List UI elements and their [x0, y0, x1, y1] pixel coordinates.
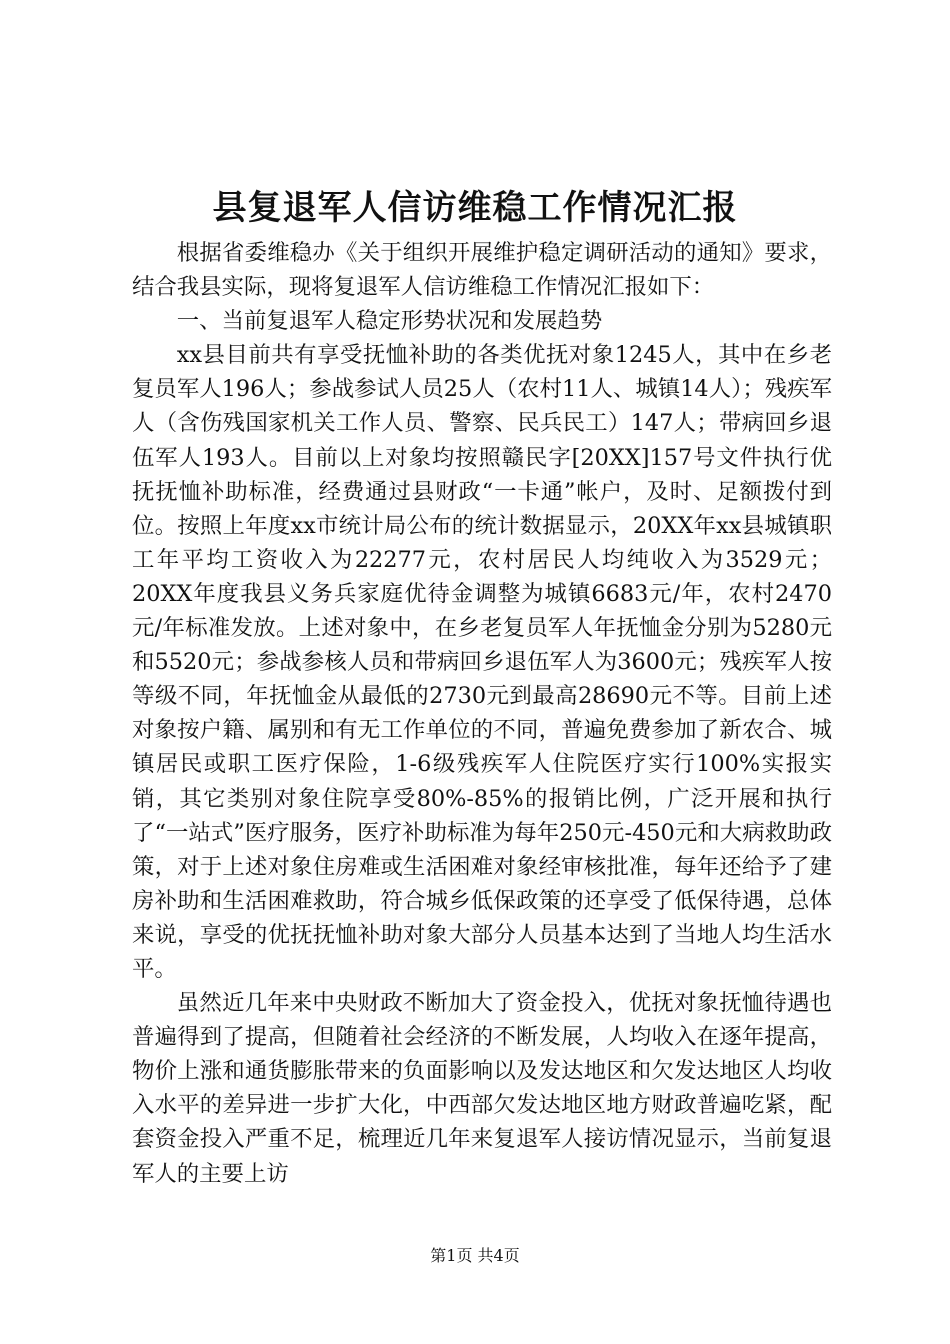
intro-paragraph: 根据省委维稳办《关于组织开展维护稳定调研活动的通知》要求，结合我县实际，现将复退军人信访维稳工作情况汇报如下： [132, 240, 832, 301]
document-title: 县复退军人信访维稳工作情况汇报 [212, 188, 738, 228]
body-paragraph: 虽然近几年来中央财政不断加大了资金投入，优抚对象抚恤待遇也普遍得到了提高，但随着社会经济的不断发展，人均收入在逐年提高，物价上涨和通货膨胀带来的负面影响以及发达地区和欠发达地区人均收入水平的差异进一步扩大化，中西部欠发达地区地方财政普遍吃紧，配套资金投入严重不足，梳理近几年来复退军人接访情况显示，当前复退军人的主要上访 [132, 990, 832, 1187]
section-heading: 一、当前复退军人稳定形势状况和发展趋势 [176, 308, 603, 335]
document-body [132, 236, 832, 1191]
body-paragraph: xx县目前共有享受抚恤补助的各类优抚对象1245人，其中在乡老复员军人196人；参战参试人员25人（农村11人、城镇14人）；残疾军人（含伤残国家机关工作人员、警察、民兵民工）147人；带病回乡退伍军人193人。目前以上对象均按照赣民字[20XX]157号文件执行优抚抚恤补助标准，经费通过县财政“一卡通”帐户，及时、足额拨付到位。按照上年度xx市统计局公布的统计数据显示，20XX年xx县城镇职工年平均工资收入为22277元，农村居民人均纯收入为3529元；20XX年度我县义务兵家庭优待金调整为城镇6683元/年，农村2470元/年标准发放。上述对象中，在乡老复员军人年抚恤金分别为5280元和5520元；参战参核人员和带病回乡退伍军人为3600元；残疾军人按等级不同，年抚恤金从最低的2730元到最高28690元不等。目前上述对象按户籍、属别和有无工作单位的不同，普遍免费参加了新农合、城镇居民或职工医疗保险，1-6级残疾军人住院医疗实行100%实报实销，其它类别对象住院享受80%-85%的报销比例，广泛开展和执行了“一站式”医疗服务，医疗补助标准为每年250元-450元和大病救助政策，对于上述对象住房难或生活困难对象经审核批准，每年还给予了建房补助和生活困难救助，符合城乡低保政策的还享受了低保待遇，总体来说，享受的优抚抚恤补助对象大部分人员基本达到了当地人均生活水平。 [132, 342, 832, 982]
page-number-footer: 第1页 共4页 [430, 1246, 520, 1265]
